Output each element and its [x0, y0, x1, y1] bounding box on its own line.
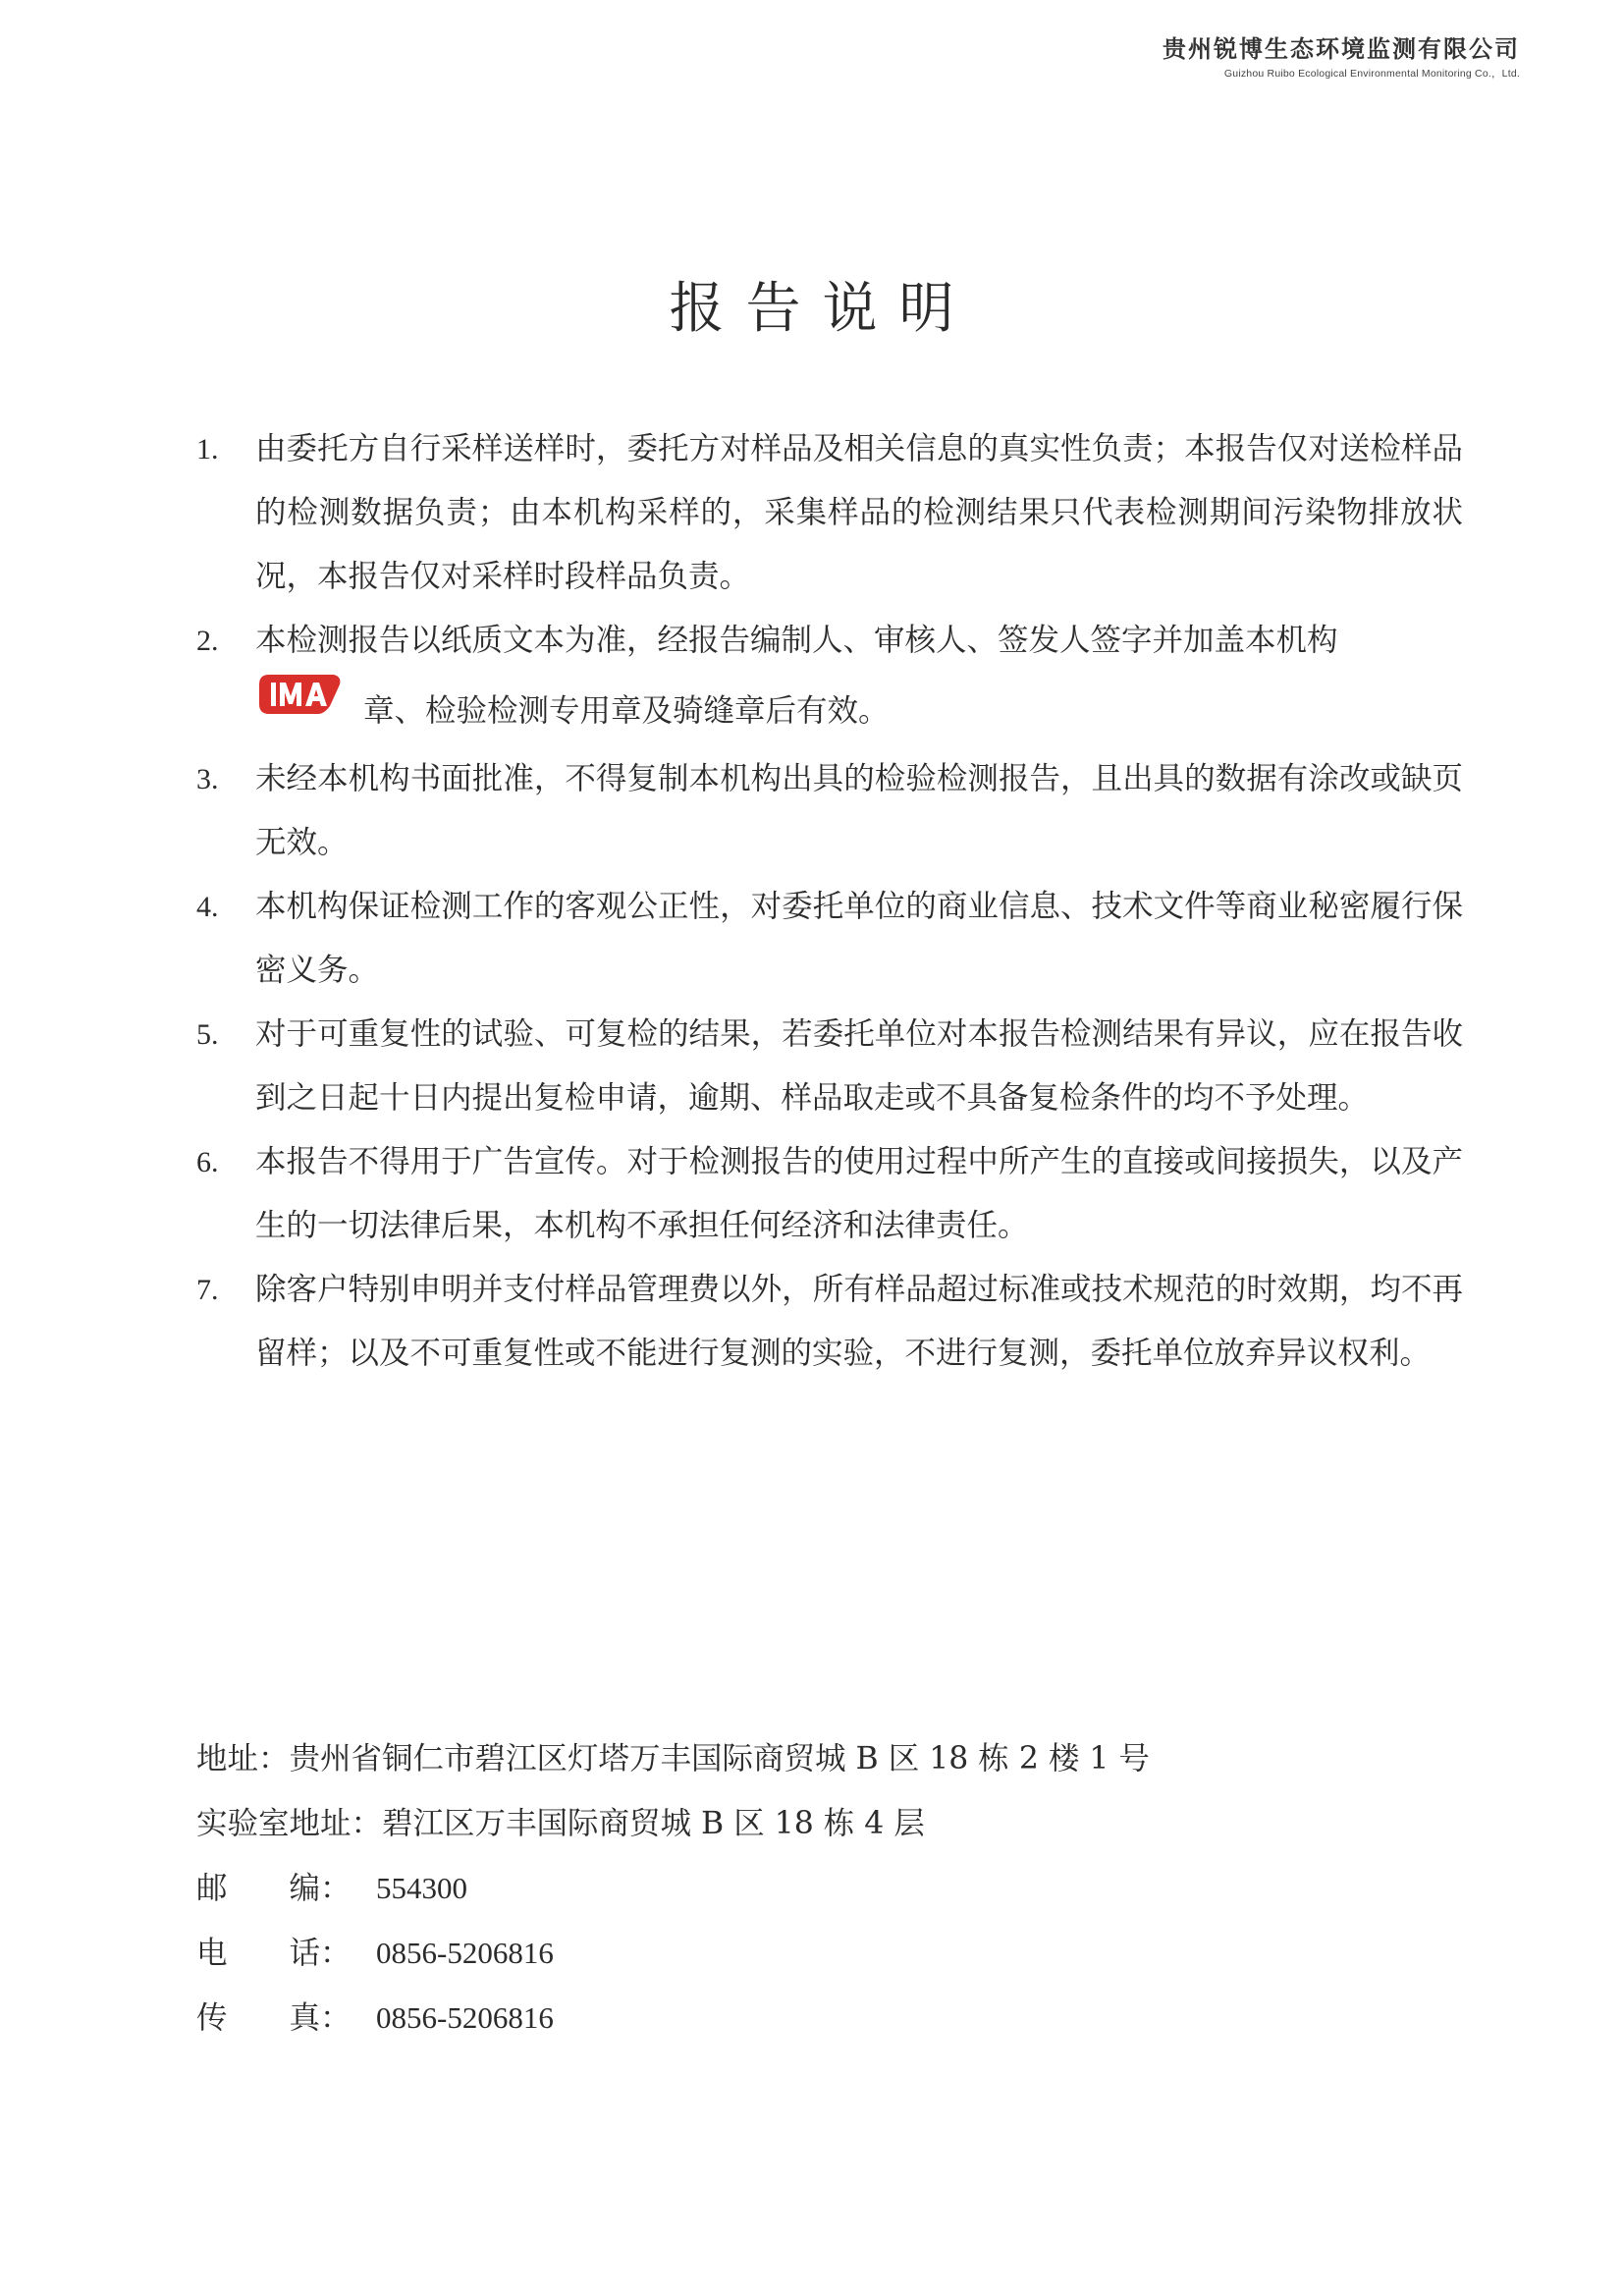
- item-number: 5.: [196, 1018, 219, 1051]
- item-number: 4.: [196, 891, 219, 923]
- phone-value: 0856-5206816: [376, 1936, 554, 1970]
- item-text: 本报告不得用于广告宣传。对于检测报告的使用过程中所产生的直接或间接损失，以及产生的一切法律后果，本机构不承担任何经济和法律责任。: [255, 1144, 1463, 1243]
- address-value: 贵州省铜仁市碧江区灯塔万丰国际商贸城 B 区 18 栋 2 楼 1 号: [289, 1741, 1150, 1777]
- phone-label: 电 话：: [196, 1936, 352, 1971]
- cma-logo-icon: [255, 669, 346, 720]
- cma-line: [255, 675, 1463, 747]
- item-number: 1.: [196, 433, 219, 465]
- list-item: [196, 747, 1463, 875]
- item-text-after-mark: 章、检验检测专用章及骑缝章后有效。: [363, 693, 890, 729]
- item-text: 本机构保证检测工作的客观公正性，对委托单位的商业信息、技术文件等商业秘密履行保密义务。: [255, 889, 1463, 988]
- company-name-cn: 贵州锐博生态环境监测有限公司: [1163, 35, 1520, 63]
- lab-address-row: [196, 1791, 1150, 1856]
- fax-label: 传 真：: [196, 2000, 352, 2036]
- address-label: 地址：: [196, 1741, 290, 1777]
- company-name-en: Guizhou Ruibo Ecological Environmental Monitoring Co.，Ltd.: [1223, 68, 1520, 80]
- fax-value: 0856-5206816: [376, 2000, 554, 2035]
- list-item: [196, 1258, 1463, 1386]
- statement-list: [196, 417, 1463, 1386]
- lab-address-value: 碧江区万丰国际商贸城 B 区 18 栋 4 层: [382, 1806, 925, 1841]
- list-item: [196, 875, 1463, 1003]
- contact-info: [196, 1726, 1150, 2050]
- item-number: 2.: [196, 625, 219, 657]
- item-text: 由委托方自行采样送样时，委托方对样品及相关信息的真实性负责；本报告仅对送检样品的检测数据负责；由本机构采样的，采集样品的检测结果只代表检测期间污染物排放状况，本报告仅对采样时段样品负责。: [255, 431, 1463, 594]
- list-item: [196, 609, 1463, 747]
- lab-address-label: 实验室地址：: [196, 1806, 383, 1841]
- list-item: [196, 1130, 1463, 1258]
- item-text: 未经本机构书面批准，不得复制本机构出具的检验检测报告，且出具的数据有涂改或缺页无效。: [255, 761, 1463, 860]
- company-header: [1163, 29, 1520, 81]
- item-text: 本检测报告以纸质文本为准，经报告编制人、审核人、签发人签字并加盖本机构: [255, 623, 1338, 658]
- item-number: 6.: [196, 1146, 219, 1178]
- fax-row: [196, 1986, 1150, 2050]
- postcode-value: 554300: [376, 1871, 467, 1905]
- postcode-row: [196, 1856, 1150, 1921]
- item-number: 7.: [196, 1274, 219, 1306]
- list-item: [196, 1003, 1463, 1130]
- item-number: 3.: [196, 763, 219, 795]
- item-text: 除客户特别申明并支付样品管理费以外，所有样品超过标准或技术规范的时效期，均不再留样；以及不可重复性或不能进行复测的实验，不进行复测，委托单位放弃异议权利。: [255, 1272, 1463, 1371]
- page-title: 报告说明: [669, 277, 976, 341]
- address-row: [196, 1726, 1150, 1791]
- item-text: 对于可重复性的试验、可复检的结果，若委托单位对本报告检测结果有异议，应在报告收到之日起十日内提出复检申请，逾期、样品取走或不具备复检条件的均不予处理。: [255, 1016, 1463, 1116]
- postcode-label: 邮 编：: [196, 1871, 352, 1906]
- phone-row: [196, 1921, 1150, 1986]
- list-item: [196, 417, 1463, 609]
